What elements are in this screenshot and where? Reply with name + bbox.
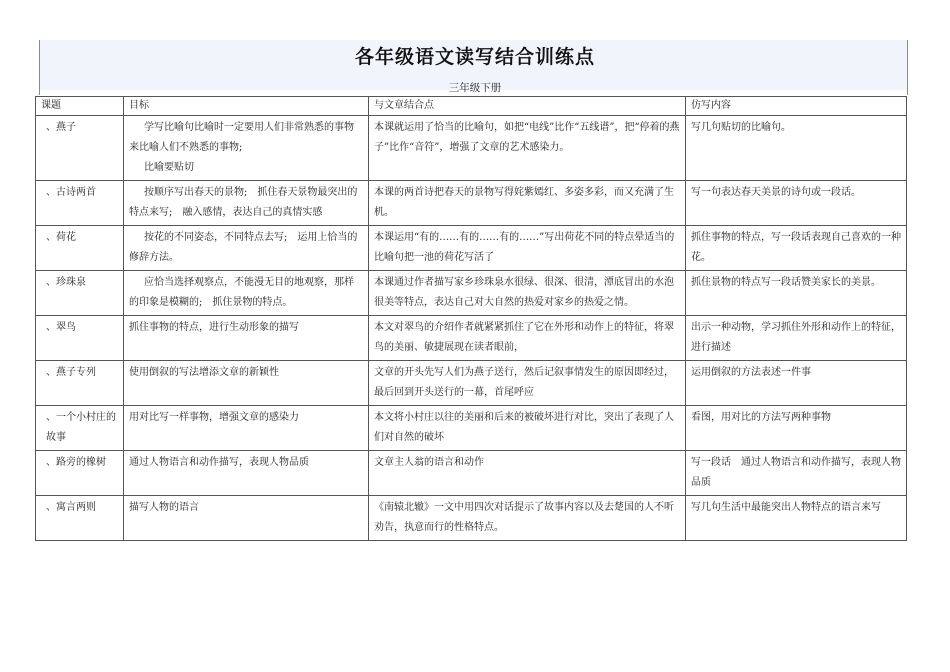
lesson-cell: 、寓言两则 — [36, 496, 124, 541]
link-cell: 本课就运用了恰当的比喻句，如把“电线”比作“五线谱”，把“停着的燕子”比作“音符”，增强了文章的艺术感染力。 — [369, 116, 686, 181]
imitate-cell: 写一段话 通过人物语言和动作描写，表现人物品质 — [686, 451, 907, 496]
header-imitate: 仿写内容 — [686, 97, 907, 116]
table-row — [36, 226, 907, 271]
link-cell: 本文将小村庄以往的美丽和后来的被破坏进行对比，突出了表现了人们对自然的破坏 — [369, 406, 686, 451]
link-cell: 文章主人翁的语言和动作 — [369, 451, 686, 496]
goal-cell: 抓住事物的特点，进行生动形象的描写 — [124, 316, 369, 361]
imitate-cell: 写几句生活中最能突出人物特点的语言来写 — [686, 496, 907, 541]
goal-cell — [124, 181, 369, 226]
table-header-row — [36, 97, 907, 116]
imitate-cell: 运用倒叙的方法表述一件事 — [686, 361, 907, 406]
table-row — [36, 361, 907, 406]
imitate-cell: 出示一种动物，学习抓住外形和动作上的特征，进行描述 — [686, 316, 907, 361]
link-cell: 本课通过作者描写家乡珍珠泉水很绿、很深、很清，潭底冒出的水泡很美等特点，表达自己对大自然的热爱对家乡的热爱之情。 — [369, 271, 686, 316]
table-row — [36, 406, 907, 451]
imitate-cell: 写几句贴切的比喻句。 — [686, 116, 907, 181]
lesson-cell: 、一个小村庄的故事 — [36, 406, 124, 451]
goal-text: 按顺序写出春天的景物; 抓住春天景物最突出的特点来写; 融入感情，表达自己的真情实感 — [129, 187, 358, 218]
goal-cell — [124, 271, 369, 316]
lesson-cell: 、荷花 — [36, 226, 124, 271]
lesson-cell: 、古诗两首 — [36, 181, 124, 226]
table-row — [36, 316, 907, 361]
training-table — [35, 96, 907, 541]
table-row — [36, 451, 907, 496]
table-row — [36, 496, 907, 541]
goal-text: 按花的不同姿态，不同特点去写; 运用上恰当的修辞方法。 — [129, 232, 358, 263]
imitate-cell: 写一句表达春天美景的诗句或一段话。 — [686, 181, 907, 226]
goal-cell: 用对比写一样事物，增强文章的感染力 — [124, 406, 369, 451]
link-cell: 本课的两首诗把春天的景物写得姹紫嫣红、多姿多彩，而又充满了生机。 — [369, 181, 686, 226]
lesson-cell: 、珍珠泉 — [36, 271, 124, 316]
imitate-cell: 抓住事物的特点，写一段话表现自己喜欢的一种花。 — [686, 226, 907, 271]
goal-cell — [124, 226, 369, 271]
header-link: 与文章结合点 — [369, 97, 686, 116]
goal-text: 应恰当选择观察点，不能漫无目的地观察，那样的印象是模糊的; 抓住景物的特点。 — [129, 277, 354, 308]
link-cell: 文章的开头先写人们为燕子送行，然后记叙事情发生的原因即经过，最后回到开头送行的一幕，首尾呼应 — [369, 361, 686, 406]
link-cell: 本文对翠鸟的介绍作者就紧紧抓住了它在外形和动作上的特征，将翠鸟的美丽、敏捷展现在读者眼前， — [369, 316, 686, 361]
lesson-cell: 、燕子 — [36, 116, 124, 181]
link-cell: 《南辕北辙》一文中用四次对话提示了故事内容以及去楚国的人不听劝告，执意而行的性格特点。 — [369, 496, 686, 541]
lesson-cell: 、燕子专列 — [36, 361, 124, 406]
goal-cell: 使用倒叙的写法增添文章的新颖性 — [124, 361, 369, 406]
imitate-cell: 抓住景物的特点写一段话赞美家长的美景。 — [686, 271, 907, 316]
table-row — [36, 271, 907, 316]
table-row — [36, 181, 907, 226]
header-goal: 目标 — [124, 97, 369, 116]
lesson-cell: 、翠鸟 — [36, 316, 124, 361]
goal-cell: 描写人物的语言 — [124, 496, 369, 541]
page-title: 各年级语文读写结合训练点 — [354, 46, 595, 68]
header-lesson: 课题 — [36, 97, 124, 116]
goal-cell: 通过人物语言和动作描写，表现人物品质 — [124, 451, 369, 496]
goal-cell — [124, 116, 369, 181]
link-cell: 本课运用“有的……有的……有的……”写出荷花不同的特点晕适当的比喻句把一池的荷花写活了 — [369, 226, 686, 271]
goal-subtext: 比喻要贴切 — [144, 162, 194, 173]
goal-text: 学写比喻句比喻时一定要用人们非常熟悉的事物来比喻人们不熟悉的事物; — [129, 122, 354, 153]
lesson-cell: 、路旁的橡树 — [36, 451, 124, 496]
imitate-cell: 看图，用对比的方法写两种事物 — [686, 406, 907, 451]
page-subtitle: 三年级下册 — [448, 82, 502, 94]
table-row — [36, 116, 907, 181]
